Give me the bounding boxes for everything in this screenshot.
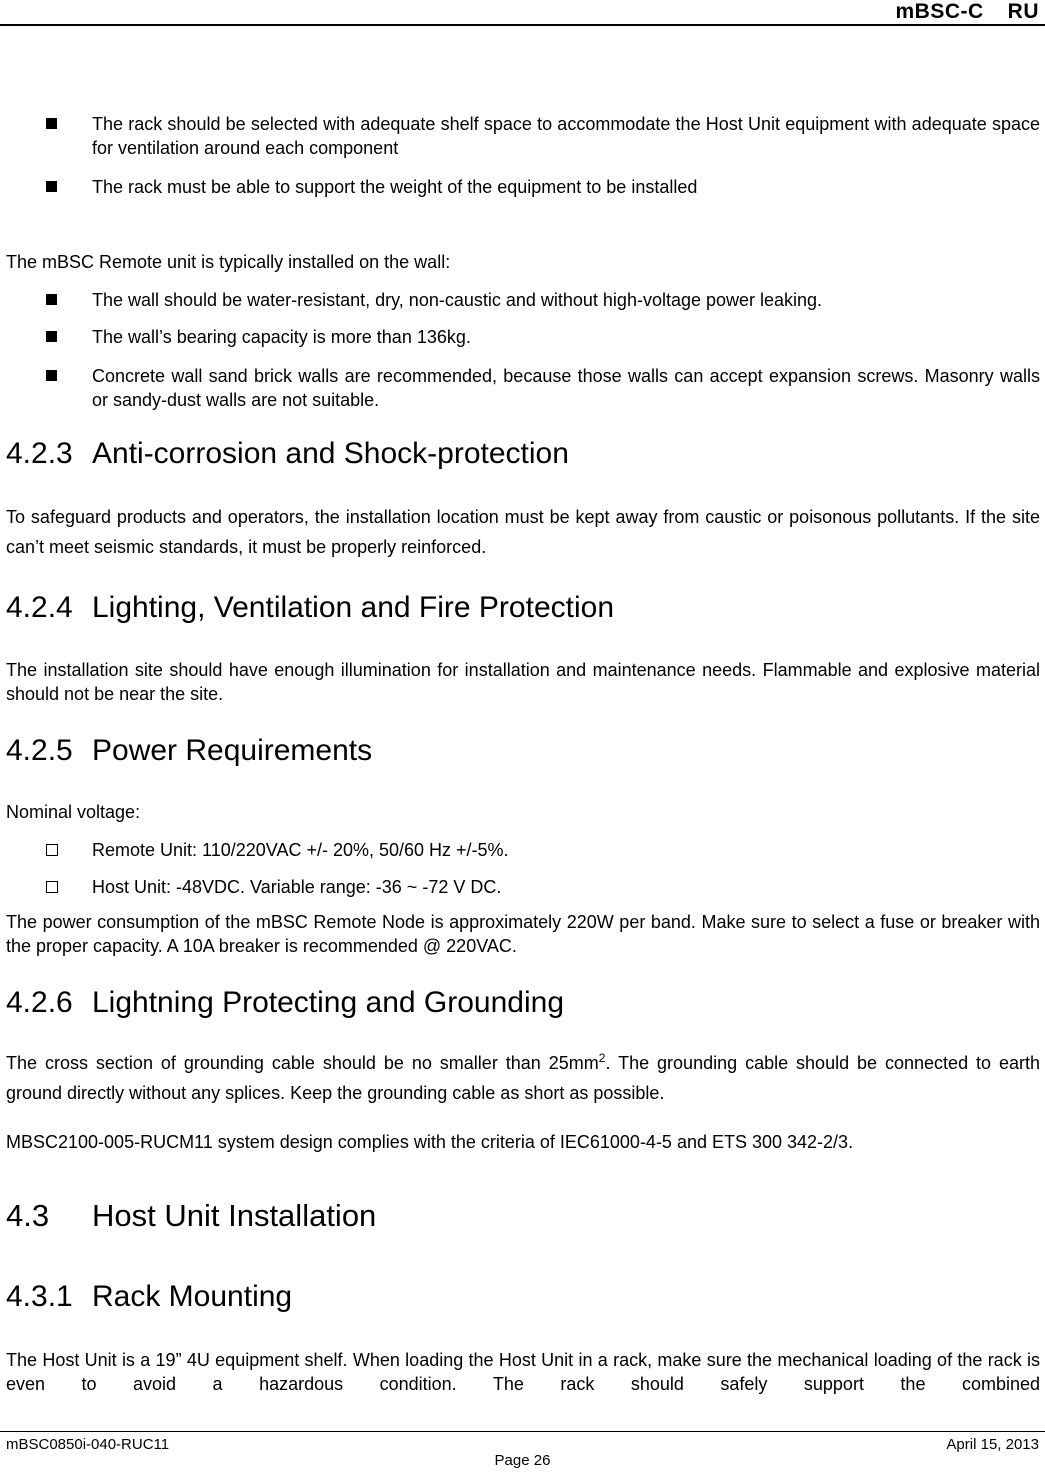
section-heading: 4.2.6 Lightning Protecting and Grounding — [6, 986, 565, 1019]
paragraph: The installation site should have enough illumination for installation and maintenance needs. Flammable and explosive material should not be near the site. — [6, 660, 1040, 704]
list-item: Remote Unit: 110/220VAC +/- 20%, 50/60 Hz +/-5%. — [6, 838, 1040, 862]
header-rule — [0, 24, 1045, 26]
square-bullet-icon — [46, 118, 57, 129]
footer-date: April 15, 2013 — [946, 1436, 1039, 1453]
checkbox-bullet-icon — [46, 881, 58, 893]
paragraph: MBSC2100-005-RUCM11 system design complies with the criteria of IEC61000-4-5 and ETS 300 342-2/3. — [6, 1132, 854, 1152]
list-item: The wall should be water-resistant, dry, non-caustic and without high-voltage power leaking. — [6, 288, 1040, 312]
section-heading: 4.2.4 Lighting, Ventilation and Fire Protection — [6, 591, 614, 624]
checkbox-bullet-icon — [46, 844, 58, 856]
paragraph: The cross section of grounding cable should be no smaller than $25mm^2$. The grounding cable should be connected to earth ground directly without any splices. Keep the grounding cable as short as possible. — [6, 1051, 1041, 1103]
list-item: Host Unit: -48VDC. Variable range: -36 ~ -72 V DC. — [6, 875, 1040, 899]
section-heading: 4.3.1 Rack Mounting — [6, 1280, 293, 1313]
paragraph: The mBSC Remote unit is typically installed on the wall: — [6, 252, 451, 272]
square-bullet-icon — [46, 370, 57, 381]
list-item: The wall’s bearing capacity is more than 136kg. — [6, 325, 1040, 349]
chapter-heading: 4.3 Host Unit Installation — [6, 1198, 377, 1233]
square-bullet-icon — [46, 331, 57, 342]
square-bullet-icon — [46, 294, 57, 305]
paragraph: The power consumption of the mBSC Remote Node is approximately 220W per band. Make sure to select a fuse or breaker with the proper capacity. A 10A breaker is recommended @ 220VAC. — [6, 912, 1040, 956]
list-item: The rack must be able to support the weight of the equipment to be installed — [6, 175, 1040, 199]
section-heading: 4.2.3 Anti-corrosion and Shock-protection — [6, 437, 569, 470]
page-header — [895, 0, 1039, 24]
header-doc-name: mBSC-C — [895, 0, 984, 23]
paragraph: To safeguard products and operators, the installation location must be kept away from caustic or poisonous pollutants. If the site can’t meet seismic standards, it must be properly reinforced. — [6, 507, 1040, 557]
paragraph: Nominal voltage: — [6, 802, 141, 822]
list-item: Concrete wall sand brick walls are recommended, because those walls can accept expansion screws. Masonry walls or sandy-dust walls are not suitable. — [6, 364, 1040, 412]
list-item: The rack should be selected with adequate shelf space to accommodate the Host Unit equipment with adequate space for ventilation around each component — [6, 112, 1040, 160]
header-doc-type: RU — [1007, 0, 1039, 23]
square-bullet-icon — [46, 181, 57, 192]
paragraph: The Host Unit is a 19” 4U equipment shelf. When loading the Host Unit in a rack, make sure the mechanical loading of the rack is even to avoid a hazardous condition. The rack should safely support the combined — [6, 1350, 1040, 1394]
footer-doc-id: mBSC0850i-040-RUC11 — [6, 1436, 170, 1453]
footer-rule — [0, 1431, 1045, 1432]
section-heading: 4.2.5 Power Requirements — [6, 734, 373, 767]
page-number: Page 26 — [494, 1452, 551, 1469]
